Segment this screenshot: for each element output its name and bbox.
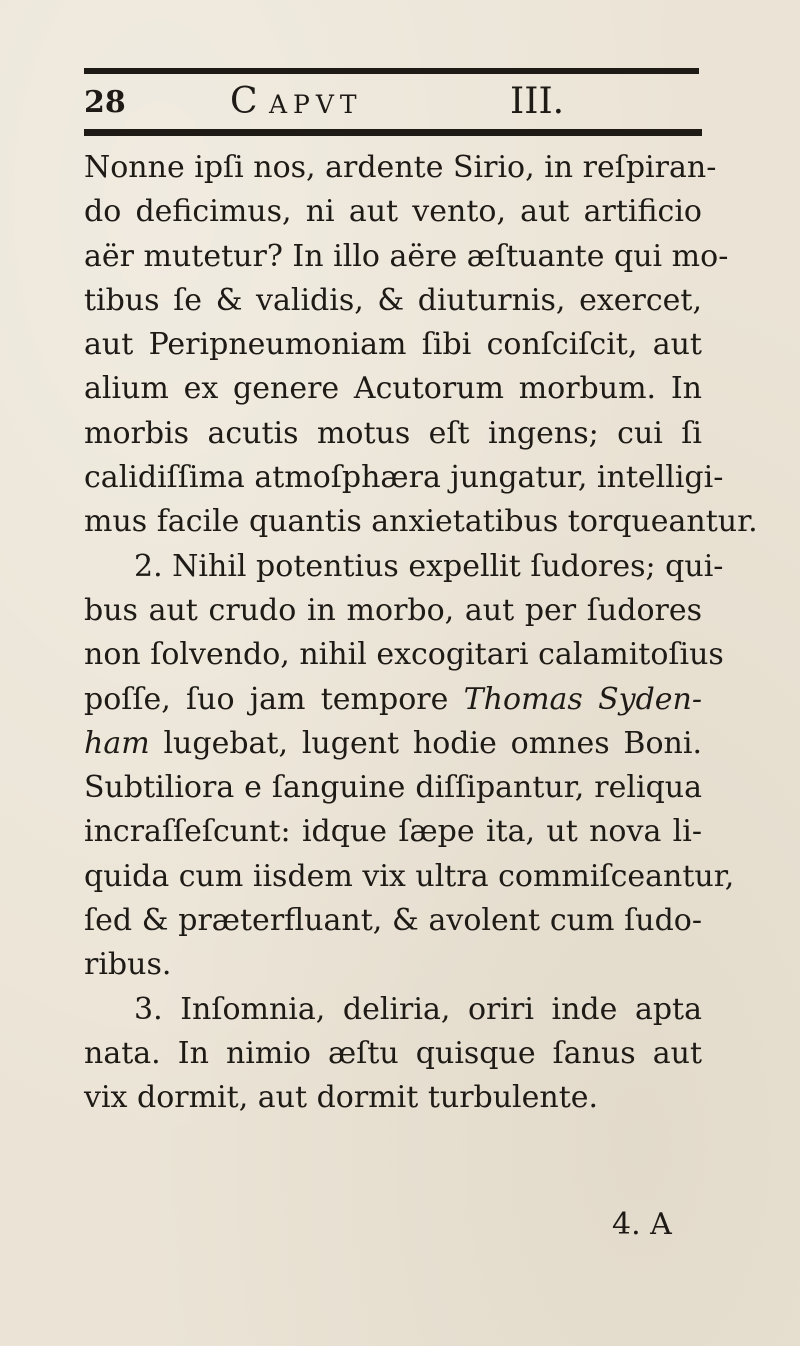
text-line — [84, 1032, 702, 1076]
line-text: ribus. — [84, 947, 172, 983]
line-text: calidiſſima atmoſphæra jungatur, intelligi- — [84, 460, 724, 496]
text-line — [84, 943, 702, 987]
italic-name: ham — [84, 725, 150, 761]
running-head-rest: APVT — [269, 90, 363, 119]
line-text: bus aut crudo in morbo, aut per ſudores — [84, 592, 702, 628]
text-line — [84, 988, 702, 1032]
line-text: quida cum iisdem vix ultra commiſceantur, — [84, 858, 735, 894]
line-text: morbis acutis motus eſt ingens; cui ſi — [84, 415, 702, 451]
text-line — [84, 678, 702, 722]
line-text: do deficimus, ni aut vento, aut artificio — [84, 194, 702, 230]
line-text: Nonne ipſi nos, ardente Sirio, in reſpiran- — [84, 150, 717, 185]
line-text: Subtiliora e ſanguine diſſipantur, reliqua — [84, 770, 702, 806]
line-text: aut Peripneumoniam ſibi conſciſcit, aut — [84, 327, 702, 363]
catchword: 4. A — [612, 1207, 672, 1242]
running-head-initial: C — [230, 81, 258, 122]
page-header — [84, 81, 699, 125]
text-line — [84, 235, 729, 279]
text-line — [84, 500, 758, 544]
text-line — [84, 899, 702, 943]
text-line — [84, 323, 702, 367]
text-line — [84, 146, 717, 190]
italic-name: Thomas Syden- — [463, 681, 702, 717]
text-line — [84, 589, 702, 633]
line-text: alium ex genere Acutorum morbum. In — [84, 371, 702, 407]
text-line — [84, 855, 735, 899]
line-text: mus facile quantis anxietatibus torqueantur. — [84, 504, 758, 540]
line-text: aër mutetur? In illo aëre æſtuante qui mo- — [84, 238, 729, 274]
text-line — [84, 456, 724, 500]
text-line — [84, 810, 702, 854]
line-text: 2. Nihil potentius expellit ſudores; qui- — [134, 548, 724, 584]
line-text: vix dormit, aut dormit turbulente. — [84, 1080, 599, 1116]
line-text: nata. In nimio æſtu quisque ſanus aut — [84, 1035, 702, 1071]
line-text: lugebat, lugent hodie omnes Boni. — [149, 725, 702, 761]
line-text: tibus ſe & validis, & diuturnis, exercet, — [84, 282, 702, 318]
body-text — [84, 146, 758, 1121]
text-line — [84, 1076, 702, 1120]
text-line — [84, 766, 702, 810]
text-line — [84, 633, 724, 677]
header-rule-bottom — [84, 129, 702, 136]
page-number: 28 — [84, 85, 126, 120]
line-text: poſſe, ſuo jam tempore — [84, 681, 449, 717]
line-text: incraſſeſcunt: idque ſæpe ita, ut nova li- — [84, 814, 702, 850]
text-line — [84, 279, 702, 323]
header-rule-top — [84, 68, 699, 74]
text-line — [84, 412, 702, 456]
chapter-number: III. — [510, 81, 565, 122]
text-line — [84, 545, 724, 589]
running-head — [230, 81, 363, 122]
text-line — [84, 367, 702, 411]
line-text: ſed & præterfluant, & avolent cum ſudo- — [84, 903, 702, 939]
text-line — [84, 190, 702, 234]
text-line — [84, 722, 702, 766]
line-text: 3. Inſomnia, deliria, oriri inde apta — [134, 991, 702, 1027]
line-text: non ſolvendo, nihil excogitari calamitoſius — [84, 637, 724, 673]
